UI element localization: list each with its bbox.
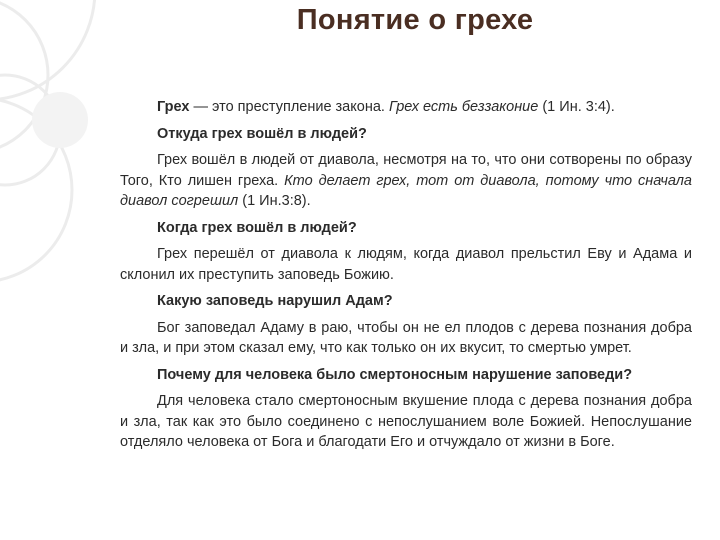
answer-1-ref: (1 Ин.3:8). xyxy=(238,193,311,209)
answer-1-quote: Кто делает грех, тот от диавола, потому что сначала диавол согрешил xyxy=(120,172,692,209)
term-sin: Грех xyxy=(157,99,190,115)
answer-1-text: Грех вошёл в людей от диавола, несмотря на то, что они сотворены по образу Того, Кто лишен греха. xyxy=(120,152,692,189)
decorative-circles xyxy=(0,0,130,540)
question-2: Когда грех вошёл в людей? xyxy=(157,219,357,236)
question-3: Какую заповедь нарушил Адам? xyxy=(157,293,393,309)
answer-4: Для человека стало смертоносным вкушение плода с дерева познания добра и зла, так как это было соединено с непослушанием воле Божией. Непослушание отделяло человека от Бога и благодати Его и отчуждало от жизни в Боге. xyxy=(120,393,692,450)
answer-3: Бог заповедал Адаму в раю, чтобы он не ел плодов с дерева познания добра и зла, и при этом сказал ему, что как только он их вкусит, то смертью умрет. xyxy=(120,319,692,356)
answer-2: Грех перешёл от диавола к людям, когда диавол прельстил Еву и Адама и склонил их преступить заповедь Божию. xyxy=(120,246,692,283)
definition-quote: Грех есть беззаконие xyxy=(388,99,539,115)
slide-title: Понятие о грехе xyxy=(296,4,534,36)
definition-text: — это преступление закона. xyxy=(189,99,389,115)
question-4: Почему для человека было смертоносным нарушение заповеди? xyxy=(157,366,633,383)
slide-body xyxy=(120,97,692,459)
question-1: Откуда грех вошёл в людей? xyxy=(157,125,367,142)
definition-ref: (1 Ин. 3:4). xyxy=(538,99,615,115)
definition-paragraph xyxy=(120,97,692,118)
answer-1 xyxy=(120,150,692,212)
